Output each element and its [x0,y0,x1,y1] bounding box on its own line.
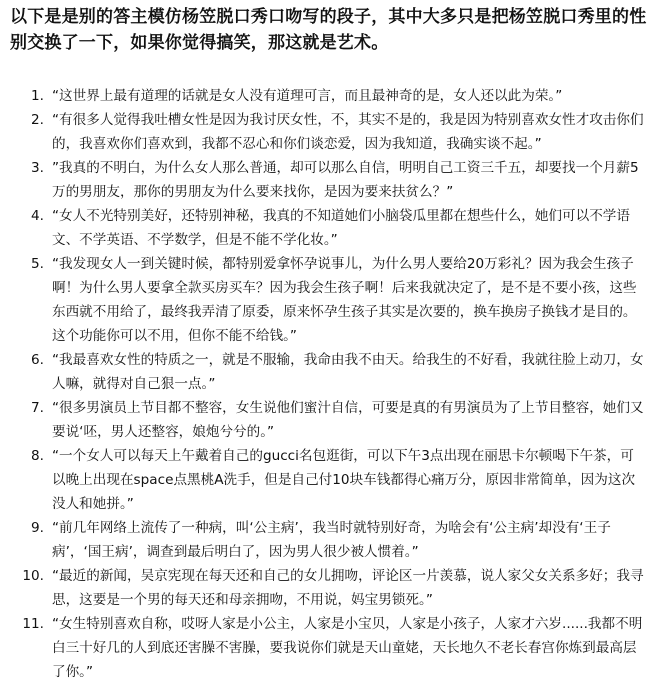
item-number: 9. [31,520,44,536]
item-number: 1. [31,88,44,104]
item-text: “我最喜欢女性的特质之一，就是不服输，我命由我不由天。给我生的不好看，我就往脸上动刀，女人嘛，就得对自己狠一点。” [52,352,644,392]
item-text: “前几年网络上流传了一种病，叫‘公主病’，我当时就特别好奇，为啥会有‘公主病’却没有‘王子病’，‘国王病’，调查到最后明白了，因为男人很少被人惯着。” [52,520,611,560]
item-number: 11. [22,616,44,632]
joke-list [10,84,653,684]
list-item [10,84,653,108]
item-number: 3. [31,160,44,176]
item-text: “很多男演员上节目都不整容，女生说他们蜜汁自信，可要是真的有男演员为了上节目整容，她们又要说‘呸，男人还整容，娘炮兮兮的。” [52,400,644,440]
item-text: “女人不光特别美好，还特别神秘，我真的不知道她们小脑袋瓜里都在想些什么，她们可以不学语文、不学英语、不学数学，但是不能不学化妆。” [52,208,630,248]
item-text: “我发现女人一到关键时候，都特别爱拿怀孕说事儿，为什么男人要给20万彩礼？因为我会生孩子啊！为什么男人要拿全款买房买车？因为我会生孩子啊！后来我就决定了，是不是不要小孩，这些东西就不用给了，最终我弄清了原委，原来怀孕生孩子其实是次要的，换车换房子换钱才是目的。这个功能你可以不用，但你不能不给钱。” [52,256,637,344]
item-number: 10. [22,568,44,584]
page-heading: 以下是是别的答主模仿杨笠脱口秀口吻写的段子，其中大多只是把杨笠脱口秀里的性别交换了一下，如果你觉得搞笑，那这就是艺术。 [10,7,647,53]
item-text: “最近的新闻，吴京宪现在每天还和自己的女儿拥吻，评论区一片羡慕，说人家父女关系多好；我寻思，这要是一个男的每天还和母亲拥吻，不用说，妈宝男锁死。” [52,568,644,608]
item-text: “有很多人觉得我吐槽女性是因为我讨厌女性，不，其实不是的，我是因为特别喜欢女性才攻击你们的，我喜欢你们喜欢到，我都不忍心和你们谈恋爱，因为我知道，我确实谈不起。” [52,112,644,152]
item-text: “女生特别喜欢自称，哎呀人家是小公主，人家是小宝贝，人家是小孩子，人家才六岁......我都不明白三十好几的人到底还害臊不害臊，要我说你们就是天山童姥，天长地久不老长春宫你炼到最高层了你。” [52,616,643,680]
list-item [10,564,653,612]
item-number: 4. [31,208,44,224]
list-item [10,396,653,444]
item-text: “这世界上最有道理的话就是女人没有道理可言，而且最神奇的是，女人还以此为荣。” [52,88,563,104]
list-item [10,348,653,396]
item-number: 5. [31,256,44,272]
item-number: 2. [31,112,44,128]
list-item [10,612,653,684]
list-item [10,108,653,156]
item-text: “一个女人可以每天上午戴着自己的gucci名包逛街，可以下午3点出现在丽思卡尔顿喝下午茶，可以晚上出现在space点黑桃A洗手，但是自己付10块车钱都得心痛万分，原因非常简单，因为这次没人和她拼。” [52,448,636,512]
list-item [10,516,653,564]
list-item [10,444,653,516]
item-number: 6. [31,352,44,368]
item-number: 8. [31,448,44,464]
item-text: ”我真的不明白，为什么女人那么普通，却可以那么自信，明明自己工资三千五，却要找一个月薪5万的男朋友，那你的男朋友为什么要来找你，是因为要来扶贫么？” [52,160,639,200]
list-item [10,156,653,204]
item-number: 7. [31,400,44,416]
list-item [10,204,653,252]
list-item [10,252,653,348]
